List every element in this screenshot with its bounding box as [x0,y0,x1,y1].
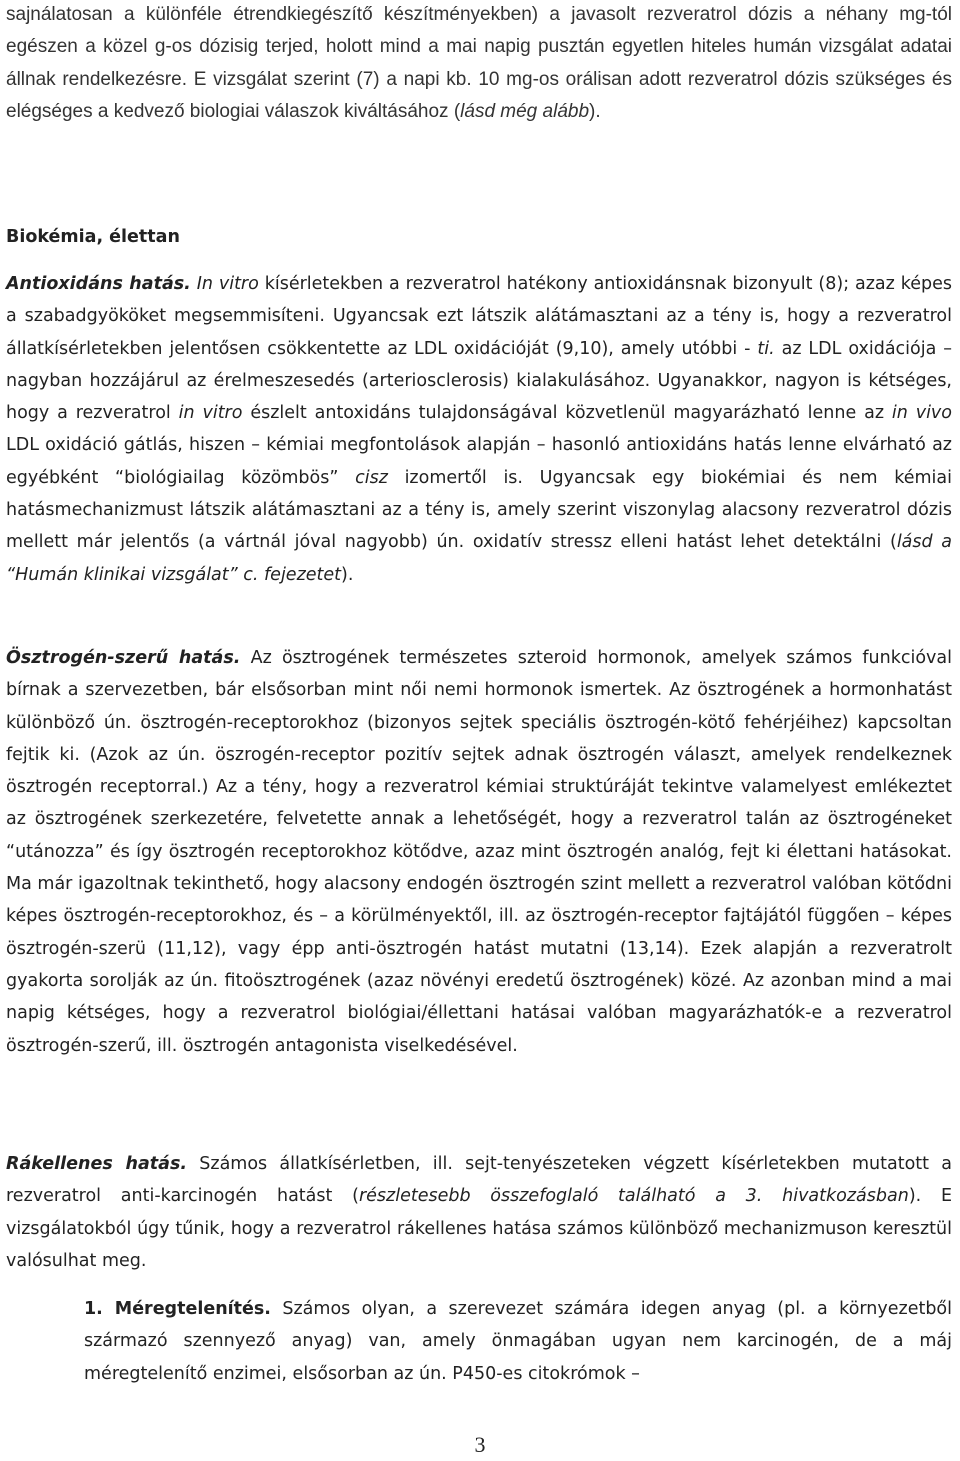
list-item-detox [84,1293,952,1390]
anticancer-paragraph [6,1148,952,1277]
intro-paragraph [6,0,952,128]
estrogen-paragraph [6,642,952,1062]
list-item-text: Számos olyan, a szerevezet számára idegen anyag (pl. a környezetből származó szennyező anyag) van, amely önmagában ugyan nem karcinogén, de a máj méregtelenítő enzimei, elsősorban az ún. P450-es citokrómok – [84,1299,952,1384]
intro-text-end: ). [589,100,601,122]
italic-ti: ti. [757,338,775,359]
italic-reference: lásd a “Humán klinikai vizsgálat” c. fejezetet [6,532,952,585]
antioxidant-text-3: észlelt antoxidáns tulajdonságával közvetlenül magyarázható lenne az [242,403,892,424]
anticancer-title: Rákellenes hatás. [6,1154,188,1174]
page-number: 3 [474,1432,486,1457]
italic-in-vitro-2: in vitro [178,403,243,424]
estrogen-title: Ösztrogén-szerű hatás. [6,648,241,668]
anticancer-text-1: Számos állatkísérletben, ill. sejt-tenyészeteken végzett kísérletekben mutatott a rezveratrol anti-karcinogén hatást ( [6,1154,952,1207]
antioxidant-text-2: az LDL oxidációja – nagyban hozzájárul az érelmeszesedés (arteriosclerosis) kialakulásához. Ugyanakkor, nagyon is kétséges, hogy a rezveratrol [6,338,952,424]
italic-in-vitro: In vitro [196,274,259,294]
section-heading: Biokémia, élettan [6,227,180,247]
list-item-title: 1. Méregtelenítés. [84,1299,271,1319]
anticancer-text-2: ). E vizsgálatokból úgy tűnik, hogy a rezveratrol rákellenes hatása számos különböző mechanizmuson keresztül valósulhat meg. [6,1186,952,1271]
antioxidant-text-4: LDL oxidáció gátlás, hiszen – kémiai megfontolások alapján – hasonló antioxidáns hatás lenne elvárható az egyébként “biológiailag közömbös” [6,435,952,488]
antioxidant-text-1: kísérletekben a rezveratrol hatékony antioxidánsnak bizonyult (8); azaz képes a szabadgyököket megsemmisíteni. Ugyancsak ezt látszik alátámasztani az a tény is, hogy a rezveratrol állatkísérletekben jelentősen csökkentette az LDL oxidációját (9,10), amely utóbbi - [6,274,952,359]
italic-cisz: cisz [355,467,388,488]
intro-italic: lásd még alább [460,100,590,122]
antioxidant-title: Antioxidáns hatás. [6,274,191,294]
antioxidant-text-6: ). [341,564,354,585]
antioxidant-paragraph [6,268,952,591]
estrogen-text: Az ösztrogének természetes szteroid hormonok, amelyek számos funkcióval bírnak a szervezetben, bár elsősorban mint női nemi hormonok ismertek. Az ösztrogének a hormonhatást különböző ún. ösztrogén-receptorokhoz (bizonyos sejtek speciális ösztrogén-kötő fehérjéihez) kapcsoltan fejtik ki. (Azok az ún. öszrogén-receptor pozitív sejtek adnak ösztrogén választ, amelyek rendelkeznek ösztrogén receptorral.) Az a tény, hogy a rezveratrol kémiai struktúráját tekintve valamelyest emlékeztet az ösztrogének szerkezetére, felvetette annak a lehetőségét, hogy a rezveratrol talán az ösztrogéneket “utánozza” és így ösztrogén receptorokhoz kötődve, azaz mint ösztrogén analóg, fejt ki élettani hatásokat. Ma már igazoltnak tekinthető, hogy alacsony endogén ösztrogén szint mellett a rezveratrol valóban kötődni képes ösztrogén-receptorokhoz, és – a körülményektől, ill. az ösztrogén-receptor fajtájától függően – képes ösztrogén-szerü (11,12), vagy épp anti-ösztrogén hatást mutatni (13,14). Ezek alapján a rezveratrolt gyakorta sorolják az ún. fitoösztrogének (azaz növényi eredetű ösztrogének) közé. Az azonban mind a mai napig kétséges, hogy a rezveratrol biológiai/éllettani hatásai valóban magyarázhatók-e a rezveratrol ösztrogén-szerű, ill. ösztrogén antagonista viselkedésével. [6,648,952,1056]
intro-text: sajnálatosan a különféle étrendkiegészítő készítményekben) a javasolt rezveratrol dózis a néhany mg-tól egészen a közel g-os dózisig terjed, holott mind a mai napig pusztán egyetlen hiteles humán vizsgálat adatai állnak rendelkezésre. E vizsgálat szerint (7) a napi kb. 10 mg-os orálisan adott rezveratrol dózis szükséges és elégséges a kedvező biologiai válaszok kiváltásához ( [6,4,952,122]
anticancer-italic: részletesebb összefoglaló található a 3. hivatkozásban [358,1186,909,1207]
antioxidant-text-5: izomertől is. Ugyancsak egy biokémiai és nem kémiai hatásmechanizmust látszik alátámasztani az a tény is, amely szerint viszonylag alacsony rezveratrol dózis mellett már jelentős (a vártnál jóval nagyobb) ún. oxidatív stressz elleni hatást lehet detektálni ( [6,467,952,553]
italic-in-vivo: in vivo [891,403,952,424]
